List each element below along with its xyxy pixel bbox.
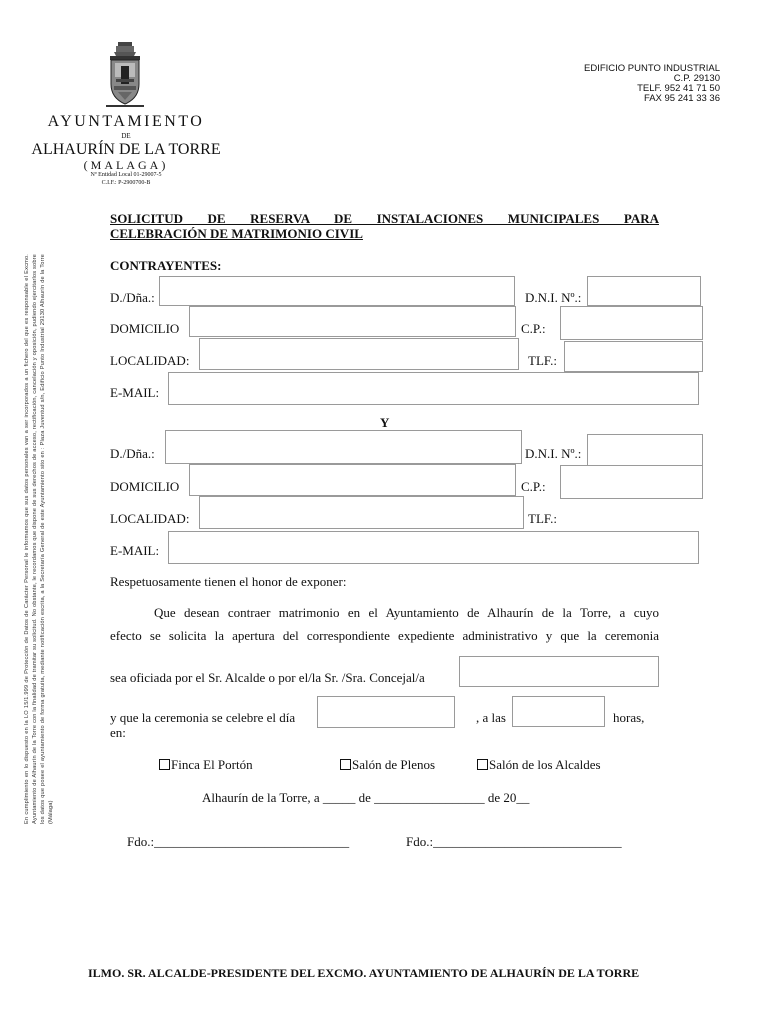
checkbox-icon[interactable] (159, 759, 170, 770)
privacy-notice: En cumplimiento en lo dispuesto en la LO 15/1.999 de Protección de Datos de Carácter Personal le informamos que sus datos personales van a ser incorporados a un fichero del que es responsable el Excmo. Ayuntamiento de Alhaurín de la Torre con la finalidad de tramitar su solicitud. No obstante, le recordamos que dispone de sus derechos de acceso, rectificación, cancelación y oposición, pudiendo ejercitarlos sobre los datos que posee el ayuntamiento de forma gratuita, mediante notificación escrita, a la Secretaría General de este Ayuntamiento sito en : Plaza Juventud s/n, Edificio Punto Industrial 29130 Alhaurín de la Torre (Málaga) (24, 254, 54, 824)
address-line: C.P. 29130 (673, 73, 720, 84)
paragraph-line1: Que desean contraer matrimonio en el Ayuntamiento de Alhaurín de la Torre, a cuyo (154, 605, 659, 620)
venue-label: Salón de Plenos (352, 757, 436, 772)
person2-dni-field[interactable] (587, 434, 703, 466)
person1-tlf-label: TLF.: (528, 353, 557, 368)
checkbox-icon[interactable] (477, 759, 488, 770)
person2-email-label: E-MAIL: (110, 543, 160, 558)
person1-dni-label: D.N.I. Nº.: (525, 290, 582, 305)
signature-line-1: Fdo.:______________________________ (127, 834, 350, 849)
venue-finca-el-porton[interactable] (159, 757, 253, 773)
signature-line-2: Fdo.:_____________________________ (406, 834, 622, 849)
person2-cp-label: C.P.: (521, 479, 546, 494)
person1-cp-field[interactable] (560, 306, 703, 340)
person2-name-label: D./Dña.: (110, 446, 155, 461)
form-title-line1: SOLICITUD DE RESERVA DE INSTALACIONES MUNICIPALES PARA (110, 211, 659, 226)
person1-cp-label: C.P.: (521, 321, 546, 336)
alas-label: , a las (476, 710, 506, 725)
org-name-line1: AYUNTAMIENTO (47, 113, 205, 130)
en-label: en: (110, 725, 126, 740)
org-name-line2: ALHAURÍN DE LA TORRE (31, 141, 221, 158)
dia-field[interactable] (317, 696, 455, 728)
person1-name-label: D./Dña.: (110, 290, 155, 305)
person1-localidad-field[interactable] (199, 338, 519, 370)
venue-label: Salón de los Alcaldes (489, 757, 601, 772)
paragraph-line2: efecto se solicita la apertura del correspondiente expediente administrativo y que la ceremonia (110, 628, 659, 643)
entidad-local: Nº Entidad Local 01-29007-5 (90, 172, 162, 178)
person2-tlf-label: TLF.: (528, 511, 557, 526)
concejal-field[interactable] (459, 656, 659, 687)
org-name-de: DE (121, 132, 131, 140)
horas-label: horas, (613, 710, 645, 725)
venue-label: Finca El Portón (171, 757, 253, 772)
person2-localidad-field[interactable] (199, 496, 524, 529)
address-line: TELF. 952 41 71 50 (637, 83, 720, 94)
address-line: EDIFICIO PUNTO INDUSTRIAL (583, 63, 720, 74)
coat-of-arms-logo (104, 40, 146, 110)
section-contrayentes: CONTRAYENTES: (110, 258, 222, 273)
org-province: (MALAGA) (83, 158, 169, 172)
person2-email-field[interactable] (168, 531, 699, 564)
form-title (110, 211, 659, 241)
person2-localidad-label: LOCALIDAD: (110, 511, 190, 526)
hora-field[interactable] (512, 696, 605, 727)
person2-domicilio-label: DOMICILIO (110, 479, 180, 494)
separator-y: Y (380, 415, 390, 430)
person2-dni-label: D.N.I. Nº.: (525, 446, 582, 461)
concejal-label: sea oficiada por el Sr. Alcalde o por el/la Sr. /Sra. Concejal/a (110, 670, 425, 685)
footer-addressee: ILMO. SR. ALCALDE-PRESIDENTE DEL EXCMO. AYUNTAMIENTO DE ALHAURÍN DE LA TORRE (88, 966, 640, 980)
person1-tlf-field[interactable] (564, 341, 703, 372)
cif: C.I.F.: P-2900700-B (101, 180, 151, 186)
checkbox-icon[interactable] (340, 759, 351, 770)
venue-salon-de-plenos[interactable] (340, 757, 435, 773)
person1-domicilio-field[interactable] (189, 306, 516, 337)
address-line: FAX 95 241 33 36 (643, 93, 720, 104)
person1-email-field[interactable] (168, 372, 699, 405)
person1-domicilio-label: DOMICILIO (110, 321, 180, 336)
person2-cp-field[interactable] (560, 465, 703, 499)
form-title-line2: CELEBRACIÓN DE MATRIMONIO CIVIL (110, 226, 363, 241)
person2-name-field[interactable] (165, 430, 522, 464)
person1-localidad-label: LOCALIDAD: (110, 353, 190, 368)
date-line: Alhaurín de la Torre, a _____ de _________________ de 20__ (202, 790, 530, 805)
person2-domicilio-field[interactable] (189, 464, 516, 496)
person1-name-field[interactable] (159, 276, 515, 306)
venue-salon-de-los-alcaldes[interactable] (477, 757, 601, 773)
person1-dni-field[interactable] (587, 276, 701, 306)
dia-label: y que la ceremonia se celebre el día (110, 710, 296, 725)
address-block (584, 64, 720, 104)
intro-text: Respetuosamente tienen el honor de exponer: (110, 574, 347, 589)
person1-email-label: E-MAIL: (110, 385, 160, 400)
